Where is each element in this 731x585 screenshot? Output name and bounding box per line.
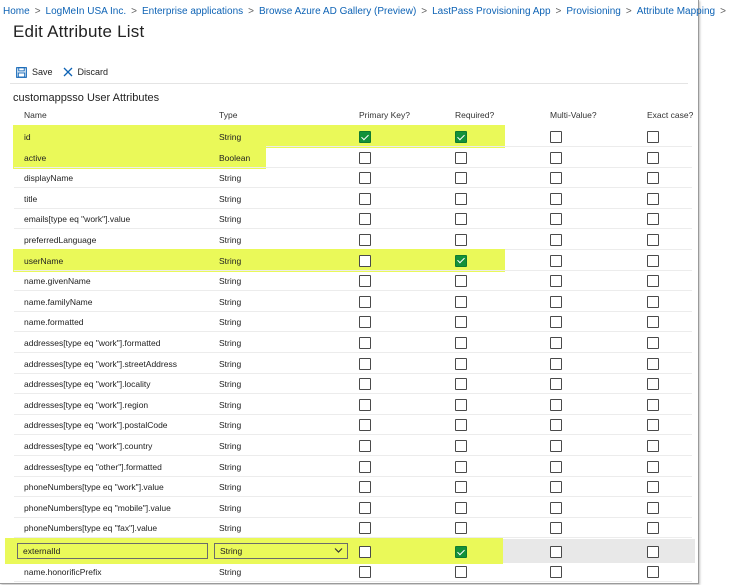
multi-value-checkbox[interactable]: [550, 502, 562, 514]
attribute-type: String: [219, 461, 242, 472]
breadcrumb-link[interactable]: LogMeIn USA Inc.: [45, 6, 127, 17]
primary-key-checkbox[interactable]: [359, 234, 371, 246]
attribute-name: phoneNumbers[type eq "fax"].value: [24, 523, 158, 534]
primary-key-checkbox[interactable]: [359, 275, 371, 287]
page-title: Edit Attribute List: [13, 22, 145, 41]
attribute-type: Boolean: [219, 152, 251, 163]
attribute-type-select[interactable]: [214, 543, 348, 559]
table-row: [14, 498, 692, 518]
exact-case-checkbox[interactable]: [647, 419, 659, 431]
column-header-multi-value: Multi-Value?: [550, 110, 597, 120]
exact-case-checkbox[interactable]: [647, 172, 659, 184]
row-highlight: [13, 125, 505, 148]
attribute-type: String: [219, 338, 242, 348]
attribute-name: name.honorificPrefix: [24, 567, 102, 577]
column-header-exact-case: Exact case?: [647, 110, 694, 120]
attribute-type: String: [219, 235, 242, 245]
exact-case-checkbox[interactable]: [647, 502, 659, 514]
attribute-name: name.formatted: [24, 317, 84, 328]
primary-key-checkbox[interactable]: [359, 566, 371, 578]
primary-key-checkbox[interactable]: [359, 481, 371, 493]
required-checkbox[interactable]: [455, 316, 467, 328]
table-row: [14, 251, 692, 271]
exact-case-checkbox[interactable]: [647, 234, 659, 246]
attribute-type: String: [219, 296, 242, 307]
multi-value-checkbox[interactable]: [550, 461, 562, 473]
table-row: [14, 354, 692, 374]
multi-value-checkbox[interactable]: [550, 566, 562, 578]
multi-value-checkbox[interactable]: [550, 255, 562, 267]
breadcrumb: [3, 6, 731, 17]
required-checkbox[interactable]: [455, 172, 467, 184]
attribute-name: displayName: [24, 173, 74, 184]
table-row: [14, 395, 692, 415]
attribute-type: String: [219, 441, 242, 451]
multi-value-checkbox[interactable]: [550, 522, 562, 534]
discard-button[interactable]: [63, 67, 109, 77]
multi-value-checkbox[interactable]: [550, 234, 562, 246]
row-divider: [14, 581, 692, 582]
multi-value-checkbox[interactable]: [550, 213, 562, 225]
attribute-name: addresses[type eq "work"].country: [24, 441, 153, 451]
primary-key-checkbox[interactable]: [359, 316, 371, 328]
table-row: [14, 333, 692, 353]
breadcrumb-link[interactable]: Browse Azure AD Gallery (Preview): [259, 6, 417, 17]
attribute-type: String: [219, 173, 242, 184]
exact-case-checkbox[interactable]: [647, 358, 659, 370]
required-checkbox[interactable]: [455, 234, 467, 246]
attribute-type: String: [219, 255, 242, 266]
column-header-required: Required?: [455, 110, 495, 120]
breadcrumb-separator: >: [421, 6, 428, 17]
exact-case-checkbox[interactable]: [647, 296, 659, 308]
exact-case-checkbox[interactable]: [647, 399, 659, 411]
primary-key-checkbox[interactable]: [359, 419, 371, 431]
attribute-type: String: [219, 132, 242, 142]
save-button[interactable]: [16, 67, 53, 78]
table-row: [14, 477, 692, 497]
breadcrumb-separator: >: [248, 6, 254, 17]
chevron-down-icon: [334, 547, 343, 554]
table-row: [14, 415, 692, 435]
multi-value-checkbox[interactable]: [550, 378, 562, 390]
breadcrumb-link[interactable]: Attribute Mapping: [636, 6, 716, 17]
edit-required-checkbox[interactable]: [455, 546, 467, 558]
exact-case-checkbox[interactable]: [647, 131, 659, 143]
attribute-name: name.familyName: [24, 296, 93, 307]
column-header-type: Type: [219, 110, 238, 120]
required-checkbox[interactable]: [455, 275, 467, 287]
attribute-type: String: [219, 420, 242, 431]
breadcrumb-link[interactable]: Enterprise applications: [141, 6, 244, 17]
attribute-type: String: [219, 523, 242, 534]
attribute-name: addresses[type eq "work"].region: [24, 399, 149, 410]
table-row: [14, 436, 692, 456]
attribute-type: String: [219, 193, 242, 204]
table-row: [14, 209, 692, 229]
multi-value-checkbox[interactable]: [550, 440, 562, 452]
attribute-name: addresses[type eq "work"].locality: [24, 379, 151, 390]
required-checkbox[interactable]: [455, 440, 467, 452]
multi-value-checkbox[interactable]: [550, 337, 562, 349]
table-row: [14, 518, 692, 538]
attribute-type: String: [219, 567, 242, 577]
attribute-name: id: [24, 132, 31, 142]
exact-case-checkbox[interactable]: [647, 378, 659, 390]
required-checkbox[interactable]: [455, 255, 467, 267]
required-checkbox[interactable]: [455, 461, 467, 473]
primary-key-checkbox[interactable]: [359, 296, 371, 308]
required-checkbox[interactable]: [455, 193, 467, 205]
required-checkbox[interactable]: [455, 522, 467, 534]
multi-value-checkbox[interactable]: [550, 131, 562, 143]
table-row: [14, 189, 692, 209]
table-row: [14, 562, 692, 582]
attribute-type: String: [219, 276, 242, 287]
multi-value-checkbox[interactable]: [550, 481, 562, 493]
required-checkbox[interactable]: [455, 481, 467, 493]
column-header-primary-key: Primary Key?: [359, 110, 411, 120]
required-checkbox[interactable]: [455, 296, 467, 308]
table-row: [14, 457, 692, 477]
table-row: [14, 168, 692, 188]
discard-label: Discard: [77, 67, 109, 77]
required-checkbox[interactable]: [455, 213, 467, 225]
attribute-type: String: [219, 358, 242, 369]
required-checkbox[interactable]: [455, 358, 467, 370]
primary-key-checkbox[interactable]: [359, 213, 371, 225]
column-header-name: Name: [24, 110, 47, 120]
section-title: customappsso User Attributes: [13, 92, 160, 104]
required-checkbox[interactable]: [455, 378, 467, 390]
attribute-type: String: [219, 214, 242, 225]
edit-multi-value-checkbox[interactable]: [550, 546, 562, 558]
exact-case-checkbox[interactable]: [647, 213, 659, 225]
primary-key-checkbox[interactable]: [359, 172, 371, 184]
breadcrumb-separator: >: [555, 6, 562, 17]
save-label: Save: [32, 67, 53, 77]
multi-value-checkbox[interactable]: [550, 358, 562, 370]
multi-value-checkbox[interactable]: [550, 419, 562, 431]
breadcrumb-link[interactable]: Provisioning: [566, 6, 621, 17]
primary-key-checkbox[interactable]: [359, 152, 371, 164]
multi-value-checkbox[interactable]: [550, 193, 562, 205]
exact-case-checkbox[interactable]: [647, 316, 659, 328]
attribute-name: preferredLanguage: [24, 235, 97, 245]
edit-primary-key-checkbox[interactable]: [359, 546, 371, 558]
exact-case-checkbox[interactable]: [647, 566, 659, 578]
primary-key-checkbox[interactable]: [359, 131, 371, 143]
exact-case-checkbox[interactable]: [647, 193, 659, 205]
attribute-type: String: [219, 482, 242, 493]
attribute-name-input[interactable]: externalId: [17, 543, 208, 559]
primary-key-checkbox[interactable]: [359, 358, 371, 370]
table-row: [14, 292, 692, 312]
attribute-type: String: [219, 317, 242, 328]
required-checkbox[interactable]: [455, 131, 467, 143]
attribute-name: addresses[type eq "work"].streetAddress: [24, 358, 177, 369]
multi-value-checkbox[interactable]: [550, 275, 562, 287]
table-row: [14, 127, 692, 147]
exact-case-checkbox[interactable]: [647, 275, 659, 287]
primary-key-checkbox[interactable]: [359, 502, 371, 514]
primary-key-checkbox[interactable]: [359, 461, 371, 473]
toolbar: [16, 64, 118, 80]
primary-key-checkbox[interactable]: [359, 193, 371, 205]
attribute-name: phoneNumbers[type eq "work"].value: [24, 482, 164, 493]
close-icon: [63, 67, 73, 77]
breadcrumb-link[interactable]: LastPass Provisioning App: [432, 6, 551, 17]
row-highlight: [13, 249, 505, 272]
breadcrumb-separator: >: [131, 6, 137, 17]
attribute-name: addresses[type eq "other"].formatted: [24, 461, 162, 472]
required-checkbox[interactable]: [455, 337, 467, 349]
exact-case-checkbox[interactable]: [647, 337, 659, 349]
attribute-name: addresses[type eq "work"].formatted: [24, 338, 161, 348]
attribute-type-value: String: [220, 546, 243, 556]
required-checkbox[interactable]: [455, 152, 467, 164]
attribute-type: String: [219, 399, 242, 410]
table-row: [14, 312, 692, 332]
primary-key-checkbox[interactable]: [359, 378, 371, 390]
multi-value-checkbox[interactable]: [550, 152, 562, 164]
primary-key-checkbox[interactable]: [359, 255, 371, 267]
primary-key-checkbox[interactable]: [359, 522, 371, 534]
multi-value-checkbox[interactable]: [550, 316, 562, 328]
table-row: [14, 374, 692, 394]
table-row: [14, 230, 692, 250]
attribute-name: userName: [24, 255, 64, 266]
exact-case-checkbox[interactable]: [647, 255, 659, 267]
required-checkbox[interactable]: [455, 566, 467, 578]
edit-exact-case-checkbox[interactable]: [647, 546, 659, 558]
primary-key-checkbox[interactable]: [359, 337, 371, 349]
exact-case-checkbox[interactable]: [647, 152, 659, 164]
attribute-name: title: [24, 193, 38, 204]
attribute-name: name.givenName: [24, 276, 91, 287]
attribute-name: active: [24, 152, 47, 163]
attribute-type: String: [219, 379, 242, 390]
table-row: [14, 271, 692, 291]
breadcrumb-link[interactable]: Home: [3, 6, 30, 17]
breadcrumb-separator: >: [625, 6, 632, 17]
breadcrumb-separator: >: [34, 6, 41, 17]
exact-case-checkbox[interactable]: [647, 440, 659, 452]
required-checkbox[interactable]: [455, 419, 467, 431]
multi-value-checkbox[interactable]: [550, 296, 562, 308]
multi-value-checkbox[interactable]: [550, 172, 562, 184]
required-checkbox[interactable]: [455, 399, 467, 411]
attribute-name: addresses[type eq "work"].postalCode: [24, 420, 168, 431]
attribute-name: emails[type eq "work"].value: [24, 214, 131, 225]
required-checkbox[interactable]: [455, 502, 467, 514]
toolbar-divider: [10, 83, 688, 84]
attribute-type: String: [219, 502, 242, 513]
exact-case-checkbox[interactable]: [647, 522, 659, 534]
exact-case-checkbox[interactable]: [647, 481, 659, 493]
save-icon: [16, 67, 27, 78]
breadcrumb-separator: >: [720, 6, 726, 17]
primary-key-checkbox[interactable]: [359, 399, 371, 411]
exact-case-checkbox[interactable]: [647, 461, 659, 473]
table-row: [14, 148, 692, 168]
primary-key-checkbox[interactable]: [359, 440, 371, 452]
multi-value-checkbox[interactable]: [550, 399, 562, 411]
attribute-name: phoneNumbers[type eq "mobile"].value: [24, 502, 171, 513]
